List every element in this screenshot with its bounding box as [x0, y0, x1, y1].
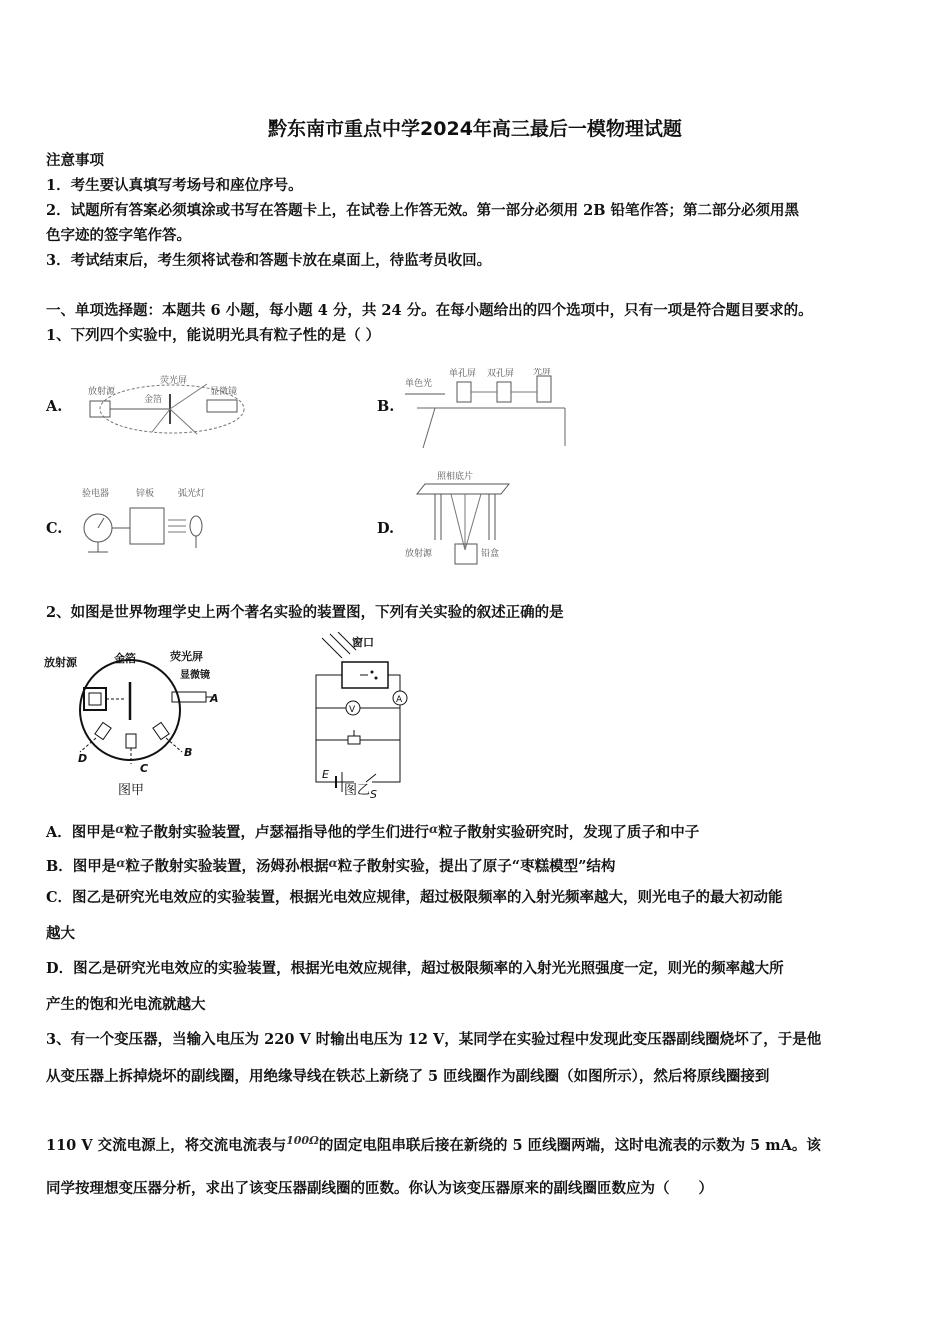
fig-label: 弧光灯: [178, 489, 206, 499]
option-a: A．图甲是$^\alpha$粒子散射实验装置，卢瑟福指导他的学生们进行$^\alpha$粒子散射实验研究时，发现了质子和中子: [46, 822, 700, 841]
fig-label: C: [140, 762, 149, 775]
fig-label: D: [78, 752, 88, 765]
option-d: D．图乙是研究光电效应的实验装置，根据光电效应规律，超过极限频率的入射光光照强度一定，则光的频率越大所: [46, 960, 784, 977]
fig-label: 双孔屏: [487, 369, 515, 379]
figure-radiation: [405, 470, 523, 568]
fig-label: E: [322, 768, 329, 781]
fig-label: A: [210, 692, 219, 705]
fig-label: 锌板: [136, 489, 155, 499]
figure-alpha-scattering: [82, 372, 252, 438]
option-d-cont: 产生的饱和光电流就越大: [46, 996, 206, 1013]
fig-label: 金箔: [144, 395, 163, 405]
option-d-label: D.: [377, 520, 395, 537]
figure-photoelectric: [78, 486, 228, 558]
question-3-line: 从变压器上拆掉烧坏的副线圈，用绝缘导线在铁芯上新绕了 5 匝线圈作为副线圈（如图所示），然后将原线圈接到: [46, 1068, 770, 1085]
option-b-label: B.: [377, 398, 395, 415]
section-heading: 一、单项选择题：本题共 6 小题，每小题 4 分，共 24 分。在每小题给出的四个选项中，只有一项是符合题目要求的。: [46, 302, 813, 319]
option-a-label: A.: [46, 398, 63, 415]
fig-label: 照相底片: [437, 472, 474, 482]
page-title: 黔东南市重点中学2024年高三最后一模物理试题: [268, 118, 682, 140]
option-b: B．图甲是$^\alpha$粒子散射实验装置，汤姆孙根据$^\alpha$粒子散射实验，提出了原子“枣糕模型”结构: [46, 856, 616, 875]
resistor-value: 100Ω: [286, 1134, 319, 1147]
fig-label: B: [184, 746, 193, 759]
notice-item: 色字迹的签字笔作答。: [46, 227, 191, 244]
fig-label: 单色光: [405, 379, 433, 389]
option-c-label: C.: [46, 520, 63, 537]
question-3-line: 3、有一个变压器，当输入电压为 220 V 时输出电压为 12 V，某同学在实验过程中发现此变压器副线圈烧坏了，于是他: [46, 1031, 822, 1048]
figure-yi: [302, 632, 420, 800]
notice-heading: 注意事项: [46, 152, 104, 169]
fig-label: 放射源: [405, 549, 433, 559]
fig-label: 验电器: [82, 489, 110, 499]
question-2-stem: 2、如图是世界物理学史上两个著名实验的装置图，下列有关实验的叙述正确的是: [46, 604, 564, 621]
fig-label: 荧光屏: [160, 376, 188, 386]
question-3-line: 同学按理想变压器分析，求出了该变压器副线圈的匝数。你认为该变压器原来的副线圈匝数应为（ ）: [46, 1180, 713, 1197]
fig-label: 铅盒: [481, 549, 500, 559]
option-c: C．图乙是研究光电效应的实验装置，根据光电效应规律，超过极限频率的入射光频率越大，则光电子的最大初动能: [46, 889, 783, 906]
fig-label: 放射源: [44, 656, 77, 669]
figure-double-slit: [405, 368, 570, 450]
figure-jia: [44, 644, 224, 800]
fig-label: A: [396, 695, 403, 705]
fig-label: S: [370, 788, 377, 800]
fig-label: 荧光屏: [170, 650, 203, 663]
question-1-stem: 1、下列四个实验中，能说明光具有粒子性的是（ ）: [46, 327, 381, 344]
fig-label: 窗口: [352, 636, 374, 649]
fig-label: 显微镜: [180, 670, 210, 681]
fig-label: 放射源: [88, 387, 116, 397]
fig-label: 单孔屏: [449, 369, 477, 379]
notice-item: 2．试题所有答案必须填涂或书写在答题卡上，在试卷上作答无效。第一部分必须用 2B 铅笔作答；第二部分必须用黑: [46, 202, 800, 219]
question-3-line: 110 V 交流电源上，将交流电流表与$^{100\Omega}$的固定电阻串联后接在新绕的 5 匝线圈两端，这时电流表的示数为 5 mA。该: [46, 1134, 821, 1154]
fig-label: V: [349, 705, 356, 715]
fig-label: 金箔: [114, 652, 136, 665]
notice-item: 1．考生要认真填写考场号和座位序号。: [46, 177, 303, 194]
notice-item: 3．考试结束后，考生须将试卷和答题卡放在桌面上，待监考员收回。: [46, 252, 492, 269]
fig-label: 光屏: [533, 368, 552, 377]
figure-caption: 图甲: [118, 783, 145, 798]
figure-caption: 图乙: [344, 783, 371, 798]
fig-label: 显微镜: [210, 387, 238, 397]
option-c-cont: 越大: [46, 925, 75, 942]
